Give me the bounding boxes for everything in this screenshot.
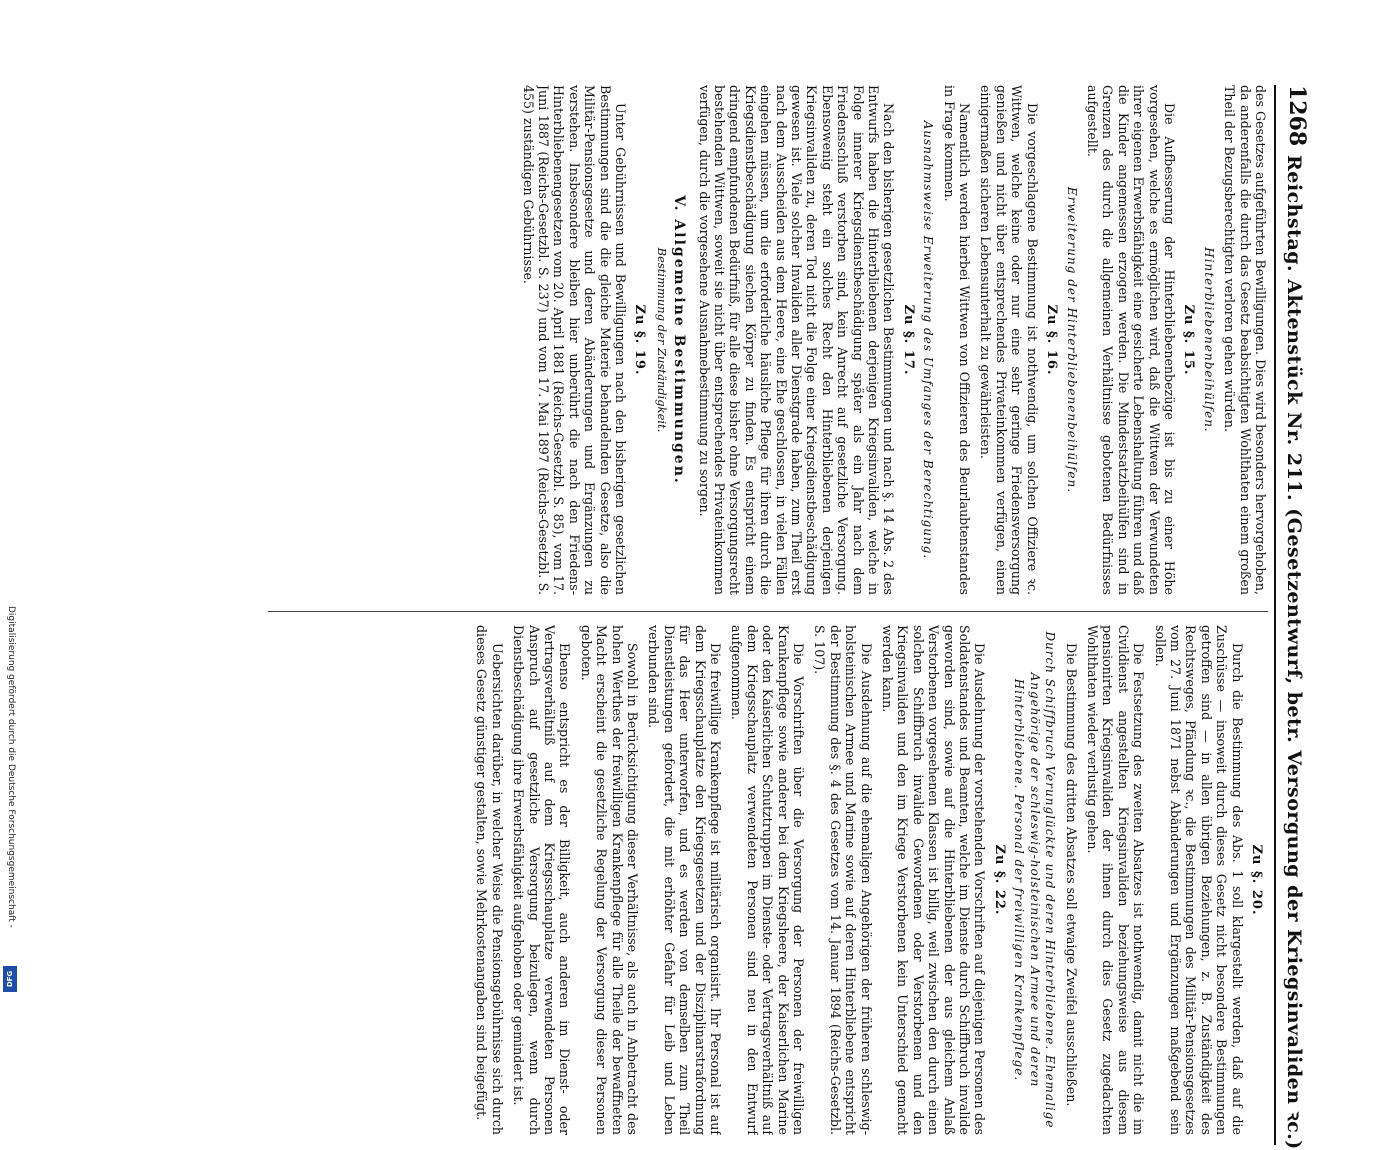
paragraph: Die freiwillige Krankenpflege ist militärisch organisirt. Ihr Personal ist auf dem Kriegsschauplatze den Kriegsgesetzen und der Disziplinarstrafordnung für das Heer unterworfen, und es werden von demselben zum Theil Dienstleistungen gefordert, die mit erhöhter Gefahr für Leib und Leben verbunden sind. (646, 625, 723, 1135)
paragraph: Ebenso entspricht es der Billigkeit, auch anderen im Dienst- oder Vertragsverhältniß auf dem Kriegsschauplatze verwendeten Personen Anspruch auf gesetzliche Versorgung beizulegen, wenn durch Dienstbeschädigung ihre Erwerbsfähigkeit aufgehoben oder gemindert ist. (511, 625, 573, 1135)
section-title: Durch Schiffbruch Verunglückte und deren Hinterbliebene. Ehemalige Angehörige der schleswig-holsteinischen Armee und deren Hinterbliebene. Personal der freiwilligen Krankenpflege. (1012, 631, 1058, 1129)
column-divider (268, 611, 1268, 612)
part-heading: V. Allgemeine Bestimmungen. (671, 195, 688, 485)
paragraph: Namentlich werden hierbei Wittwen von Offizieren des Beurlaubtenstandes in Frage kommen. (941, 85, 973, 595)
section-heading: Zu §. 17. (900, 304, 916, 376)
paragraph: Die Festsetzung des zweiten Absatzes ist nothwendig, damit nicht die im Civildienst angestellten Kriegsinvaliden beziehungsweise aus diesem pensionirten Kriegsinvaliden der ihnen durch dies Gesetz zugedachten Wohlthaten wieder verlustig gehen. (1084, 625, 1147, 1135)
section-heading: Zu §. 20. (1249, 844, 1264, 916)
paragraph: Sowohl in Berücksichtigung dieser Verhältnisse, als auch in Anbetracht des hohen Werthes der freiwilligen Krankenpflege für alle Theile der bewaffneten Macht erscheint die gesetzliche Regelung der Versorgung dieser Personen geboten. (578, 625, 640, 1135)
section-heading: Zu §. 22. (991, 844, 1007, 916)
paragraph: Nach den bisherigen gesetzlichen Bestimmungen und nach §. 14 Abs. 2 des Entwurfs haben die Hinterbliebenen derjenigen Kriegsinvaliden, welche in Folge innerer Kriegsdienstbeschädigung später als ein Jahr nach dem Friedensschluß verstorben sind, kein Anrecht auf gesetzliche Versorgung. Ebensowenig steht ein solches Recht den Hinterbliebenen derjenigen Kriegsinvaliden zu, deren Tod nicht die Folge einer Kriegsdienstbeschädigung gewesen ist. Viele solcher Invaliden aller Dienstgrade haben, zum Theil erst nach dem Ausscheiden aus dem Heere, eine Ehe geschlossen, in vielen Fällen eingehen müssen, um die erforderliche häusliche Pflege für ihren durch die Kriegsdienstbeschädigung siechen Körper zu finden. Es entspricht einem dringend empfundenen Bedürfniß, für alle diese bisher ohne Versorgungsrecht bestehenden Wittwen, soweit sie nicht über entsprechendes Privateinkommen verfügen, durch die vorgesehene Ausnahmebestimmung zu sorgen. (696, 85, 897, 595)
paragraph: Die Aufbesserung der Hinterbliebenenbezüge ist bis zu einer Höhe vorgesehen, welche es ermöglichen wird, daß die Wittwen der Verwundeten ihrer eigenen Erwerbsfähigkeit eine gesicherte Lebenshaltung führen und daß die Kinder angemessen erzogen werden. Die Mindestsatzbeihülfen sind in Grenzen des durch die allgemeinen Verhältnisse gebotenen Bedürfnisses aufgestellt. (1084, 85, 1177, 595)
part-subheading: Bestimmung der Zuständigkeit. (654, 247, 669, 433)
left-column (258, 85, 1268, 595)
paragraph: Durch die Bestimmung des Abs. 1 soll klargestellt werden, daß auf die Zuschüsse — insoweit durch dieses Gesetz nicht besondere Bestimmungen getroffen sind — in allen übrigen Beziehungen, z. B. Zuständigkeit des Rechtsweges, Pfändung ꝛc., die Bestimmungen des Militär-Pensionsgesetzes vom 27. Juni 1871 nebst Abänderungen und Ergänzungen maßgebend sein sollen. (1152, 625, 1245, 1135)
section-title: Ausnahmsweise Erweiterung des Umfanges der Berechtigung. (921, 120, 936, 560)
right-column (258, 625, 1268, 1135)
rotated-document-page (252, 85, 1312, 1150)
digitization-sidebar (0, 0, 22, 1000)
paragraph: Unter Gebührnissen und Bewilligungen nach den bisherigen gesetzlichen Bestimmungen sind die die gleiche Materie behandelnden Gesetze, also die Militär-Pensionsgesetze und deren Abänderungen und Ergänzungen zu verstehen. Insbesondere bleiben hier unberührt die nach den Friedens-Hinterbliebenengesetzen vom 20. April 1881 (Reichs-Gesetzbl. S. 85), vom 17. Juni 1887 (Reichs-Gesetzbl. S. 237) und vom 17. Mai 1897 (Reichs-Gesetzbl. S. 455) zuständigen Gebührnisse. (520, 85, 628, 595)
section-title: Erweiterung der Hinterbliebenenbeihülfen. (1064, 186, 1079, 494)
closing-paragraph: Uebersichten darüber, in welcher Weise die Pensionsgebührnisse sich durch dieses Gesetz günstiger gestalten, sowie Mehrkostenangaben sind beigefügt. (474, 625, 505, 1135)
dfg-logo (3, 966, 17, 992)
section-heading: Zu §. 16. (1044, 304, 1060, 376)
paragraph: Die Ausdehnung der vorstehenden Vorschriften auf diejenigen Personen des Soldatenstandes und Beamten, welche im Dienste durch Schiffbruch invalide geworden sind, sowie auf die Hinterbliebenen der aus gleichem Anlaß Verstorbenen vorgesehenen Klassen ist billig, weil zwischen den durch einen solchen Schiffbruch invalide Gewordenen oder Verstorbenen und den Kriegsinvaliden und den im Kriege Verstorbenen kein Unterschied gemacht werden kann. (880, 625, 988, 1135)
digitization-credit: Digitalisierung gefördert durch die Deutsche Forschungsgemeinschaft - (6, 606, 16, 928)
page-number: 1268 (1284, 85, 1310, 147)
page-title: Reichstag. Aktenstück Nr. 211. (Gesetzentwurf, betr. Versorgung der Kriegsinvaliden ꝛc.) (1283, 155, 1305, 1150)
page-header (1278, 85, 1312, 1150)
paragraph: Die Vorschriften über die Versorgung der Personen der freiwilligen Krankenpflege sowie anderer bei dem Kriegsheere, der Kaiserlichen Marine oder den Kaiserlichen Schutztruppen im Dienste- oder Vertragsverhältniß auf dem Kriegsschauplatz verwendeten Personen sind neu in den Entwurf aufgenommen. (729, 625, 807, 1135)
dfg-logo-text: DFG (6, 970, 14, 988)
paragraph: Die vorgeschlagene Bestimmung ist nothwendig, um solchen Offiziere ꝛc. Wittwen, welche keine oder nur eine sehr geringe Friedensversorgung genießen und nicht über entsprechendes Privateinkommen verfügen, einen einigermaßen sicheren Lebensunterhalt zu gewährleisten. (978, 85, 1040, 595)
section-heading: Zu §. 19. (632, 304, 648, 376)
intro-paragraph: des Gesetzes aufgeführten Bewilligungen. Dies wird besonders hervorgehoben, da anderenfalls die durch das Gesetz beabsichtigten Wohlthaten einem großen Theil der Bezugsberechtigten verloren gehen würden. (1222, 85, 1268, 595)
paragraph: Die Ausdehnung auf die ehemaligen Angehörigen der früheren schleswig-holsteinischen Armee und Marine sowie auf deren Hinterbliebene entspricht der Bestimmung des §. 4 des Gesetzes vom 14. Januar 1894 (Reichs-Gesetzbl. S. 107). (812, 625, 874, 1135)
paragraph: Die Bestimmung des dritten Absatzes soll etwaige Zweifel ausschließen. (1063, 643, 1079, 1107)
section-title: Hinterbliebenenbeihülfen. (1201, 247, 1216, 433)
header-rule (1274, 85, 1276, 1145)
section-heading: Zu §. 15. (1181, 304, 1197, 376)
